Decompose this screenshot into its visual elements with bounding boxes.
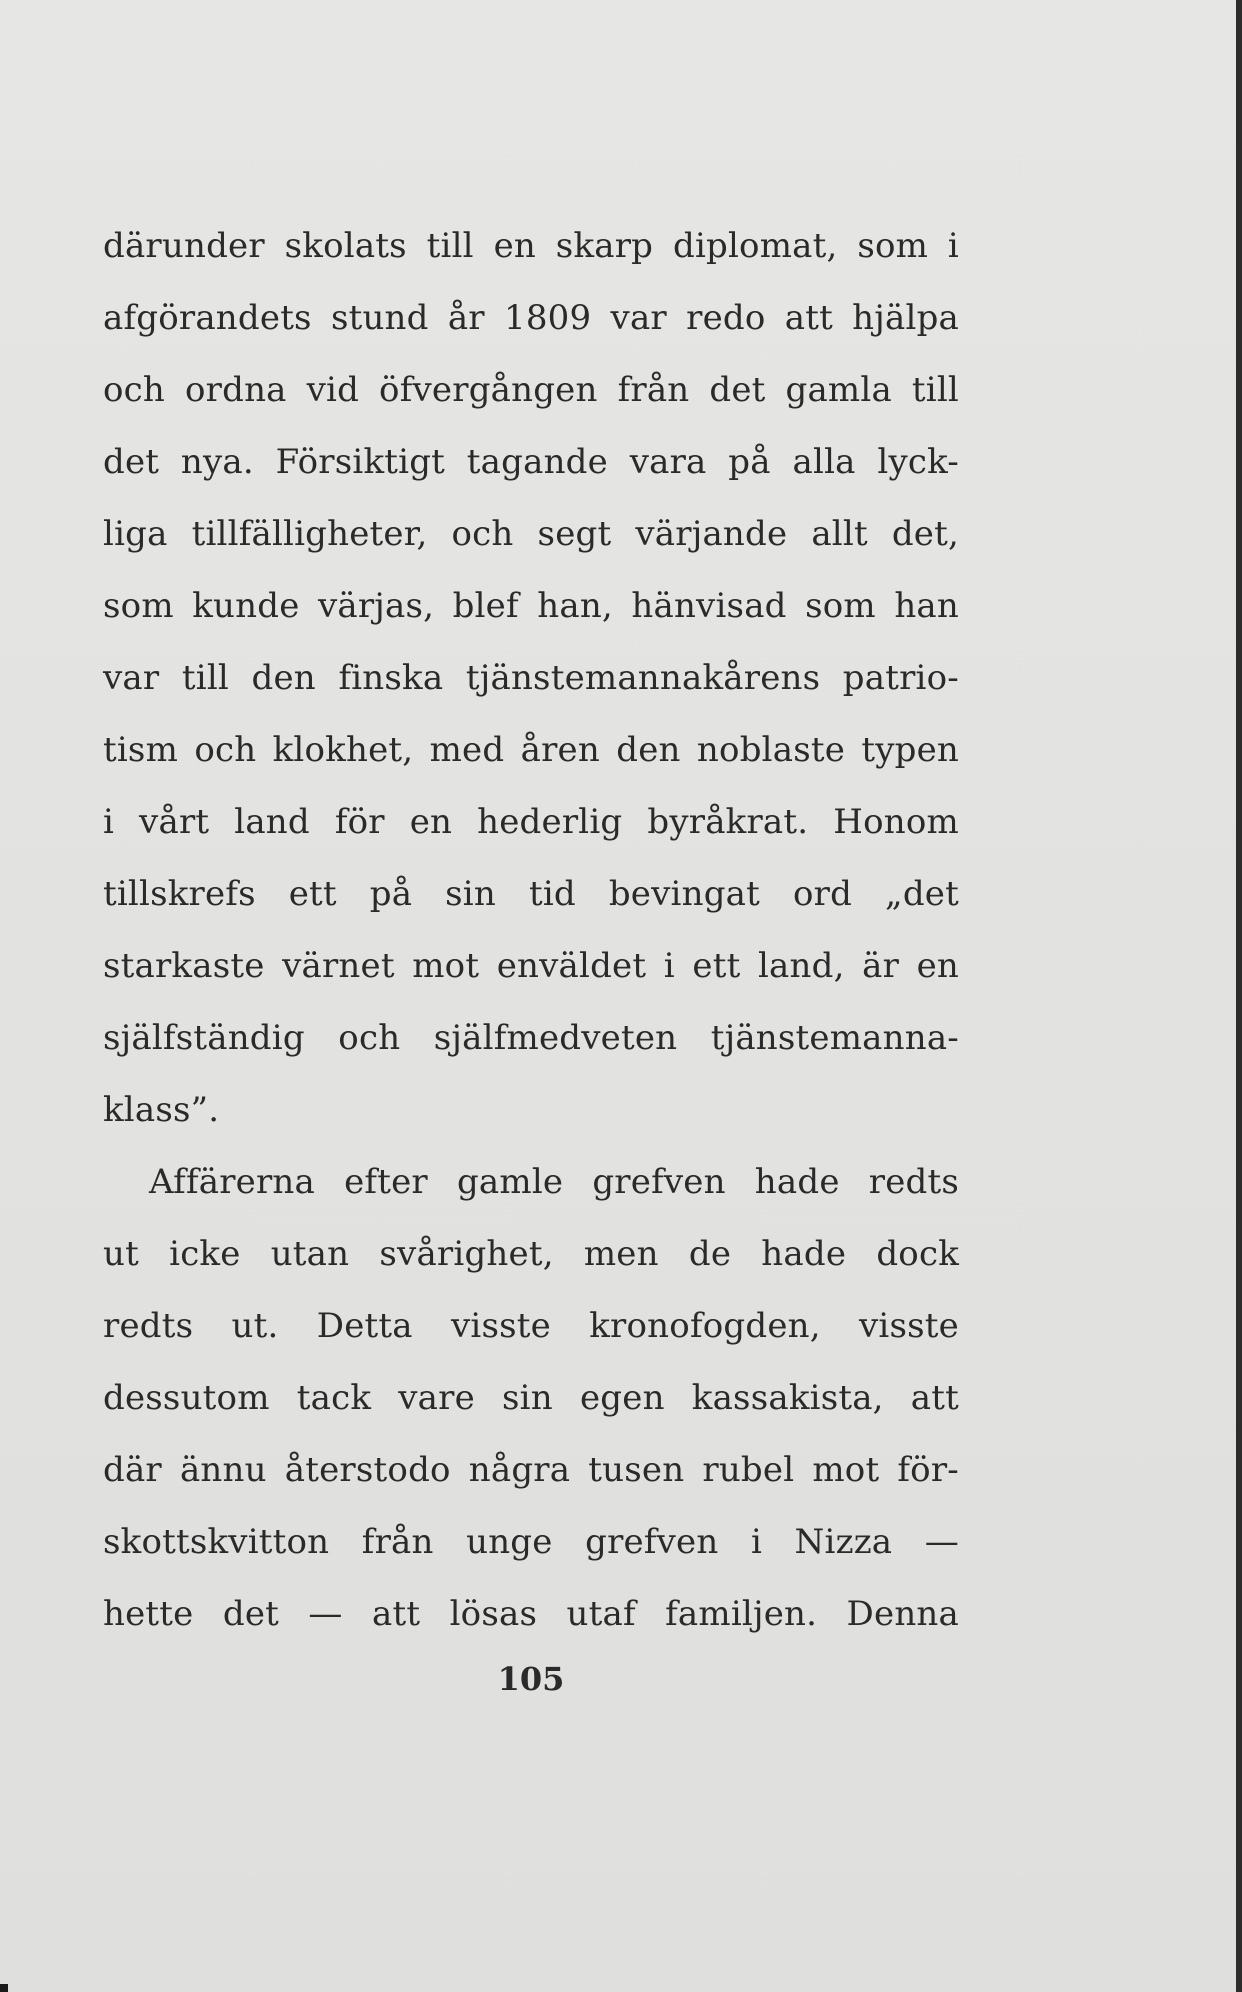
text-line: skottskvitton från unge grefven i Nizza — xyxy=(103,1522,959,1562)
text-line: själfständig och själfmedveten tjänstemanna- xyxy=(103,1018,959,1058)
text-line: tism och klokhet, med åren den noblaste typen xyxy=(103,730,959,770)
scan-corner xyxy=(0,1984,8,1992)
text-line: ut icke utan svårighet, men de hade dock xyxy=(103,1234,959,1274)
text-line: var till den finska tjänstemannakårens patrio- xyxy=(103,658,959,698)
text-line: där ännu återstodo några tusen rubel mot för- xyxy=(103,1450,959,1490)
text-line: hette det — att lösas utaf familjen. Denna xyxy=(103,1594,959,1634)
text-line: afgörandets stund år 1809 var redo att hjälpa xyxy=(103,298,959,338)
text-line: därunder skolats till en skarp diplomat, som i xyxy=(103,226,959,266)
text-line: Affärerna efter gamle grefven hade redts xyxy=(149,1162,959,1202)
scan-edge xyxy=(1236,0,1242,1992)
text-line: tillskrefs ett på sin tid bevingat ord „det xyxy=(103,874,959,914)
text-line: redts ut. Detta visste kronofogden, visste xyxy=(103,1306,959,1346)
page-number: 105 xyxy=(497,1660,565,1698)
text-line: starkaste värnet mot enväldet i ett land, är en xyxy=(103,946,959,986)
text-line: i vårt land för en hederlig byråkrat. Honom xyxy=(103,802,959,842)
text-line: liga tillfälligheter, och segt värjande allt det, xyxy=(103,514,959,554)
body-text xyxy=(103,210,959,1650)
text-line: det nya. Försiktigt tagande vara på alla lyck- xyxy=(103,442,959,482)
text-line: som kunde värjas, blef han, hänvisad som han xyxy=(103,586,959,626)
text-line: dessutom tack vare sin egen kassakista, att xyxy=(103,1378,959,1418)
text-line: klass”. xyxy=(103,1090,220,1130)
text-line: och ordna vid öfvergången från det gamla till xyxy=(103,370,959,410)
